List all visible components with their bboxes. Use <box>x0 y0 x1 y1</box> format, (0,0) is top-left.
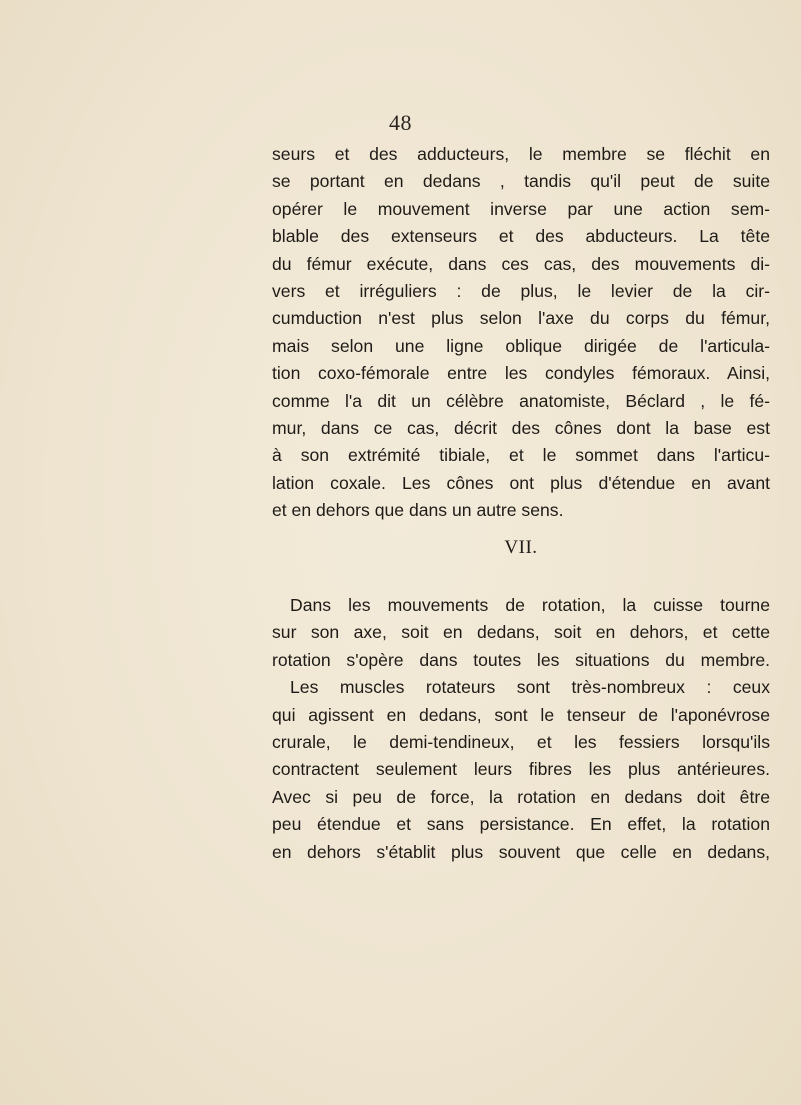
text-line: cumduction n'est plus selon l'axe du corps du fémur, <box>272 308 770 329</box>
text-line: mur, dans ce cas, décrit des cônes dont la base est <box>272 417 770 438</box>
section-heading: VII. <box>504 537 538 558</box>
text-line: se portant en dedans , tandis qu'il peut de suite <box>272 171 770 192</box>
text-line: blable des extenseurs et des abducteurs. La tête <box>272 226 770 247</box>
text-line: tion coxo-fémorale entre les condyles fémoraux. Ainsi, <box>272 363 770 384</box>
text-line: en dehors s'établit plus souvent que celle en dedans, <box>272 841 770 862</box>
text-line: Dans les mouvements de rotation, la cuisse tourne <box>290 595 770 615</box>
text-line: contractent seulement leurs fibres les plus antérieures. <box>272 759 770 780</box>
text-line: vers et irréguliers : de plus, le levier de la cir- <box>272 280 770 301</box>
text-line: sur son axe, soit en dedans, soit en dehors, et cette <box>272 622 770 643</box>
text-line: qui agissent en dedans, sont le tenseur de l'aponévrose <box>272 704 770 725</box>
text-line: à son extrémité tibiale, et le sommet dans l'articu- <box>272 445 770 466</box>
text-line: lation coxale. Les cônes ont plus d'étendue en avant <box>272 472 770 493</box>
text-line: crurale, le demi-tendineux, et les fessiers lorsqu'ils <box>272 731 770 752</box>
text-line: du fémur exécute, dans ces cas, des mouvements di- <box>272 253 770 274</box>
text-line: peu étendue et sans persistance. En effet, la rotation <box>272 814 770 835</box>
text-line: et en dehors que dans un autre sens. <box>272 500 564 521</box>
text-line: seurs et des adducteurs, le membre se fléchit en <box>272 144 770 164</box>
text-line: opérer le mouvement inverse par une action sem- <box>272 198 770 219</box>
paragraph-flexion <box>272 141 770 524</box>
text-line: Avec si peu de force, la rotation en dedans doit être <box>272 786 770 807</box>
page-number: 48 <box>389 110 412 135</box>
paragraph-rotation <box>272 592 770 866</box>
text-line: mais selon une ligne oblique dirigée de l'articula- <box>272 335 770 356</box>
text-line: Les muscles rotateurs sont très-nombreux : ceux <box>290 677 770 698</box>
text-line: rotation s'opère dans toutes les situations du membre. <box>272 649 770 670</box>
text-line: comme l'a dit un célèbre anatomiste, Béclard , le fé- <box>272 390 770 411</box>
